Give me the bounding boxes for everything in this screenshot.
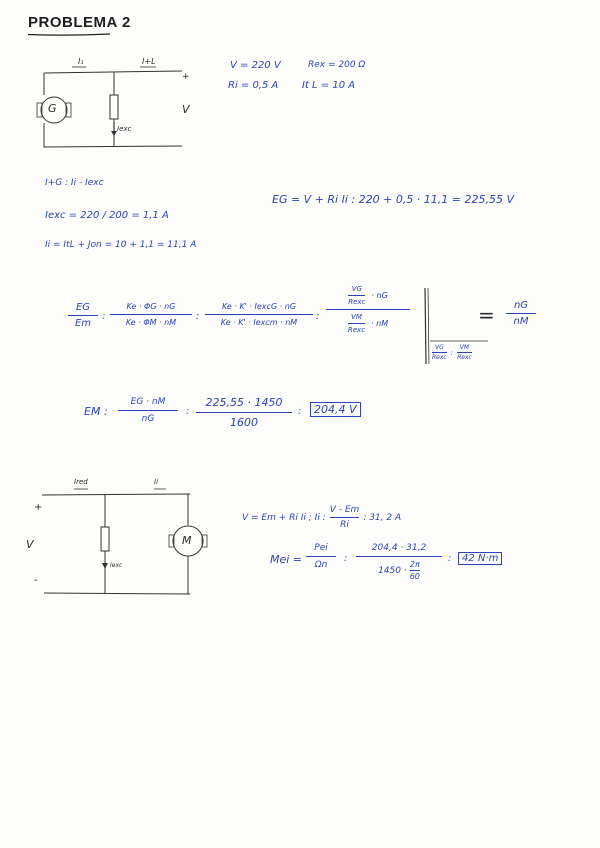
eq-iexc: Iexc = 220 / 200 = 1,1 A — [45, 210, 169, 221]
em-f1-den: nG — [141, 414, 155, 424]
cond-b-top: VM — [459, 344, 470, 351]
em-frac-2 — [196, 396, 292, 429]
current-ired-label: Ired — [74, 478, 88, 486]
given-ri: Ri = 0,5 A — [228, 80, 279, 91]
ratio-f3-num-top: VG — [351, 285, 362, 293]
eq-ii: Ii = ItL + Jon = 10 + 1,1 = 11,1 A — [45, 240, 197, 250]
mei-result: 42 N·m — [458, 552, 502, 565]
motor-eq-v-a: V = Em + Ri Ii ; Ii : — [242, 512, 326, 523]
motor-eq-v-den: Ri — [340, 520, 349, 530]
ratio-frac-2 — [205, 302, 313, 327]
em-lhs: EM : — [84, 405, 108, 418]
mei-eq-3: : — [448, 553, 452, 564]
ratio-f1-num: Ke · ΦG · nG — [126, 302, 176, 311]
motor-circuit-diagram — [30, 485, 200, 605]
ratio-rhs-den: nM — [513, 316, 529, 327]
eq-itg: I+G : Ii - Iexc — [45, 178, 104, 188]
em-f1-num: EG · nM — [130, 397, 166, 407]
current-itl-label: I+L — [142, 57, 156, 66]
ratio-lhs-num: EG — [75, 302, 91, 313]
ratio-frac-1 — [110, 302, 192, 327]
page-title: PROBLEMA 2 — [28, 14, 131, 31]
mei-eq-2: : — [344, 553, 348, 564]
mei-num-1: Pei — [314, 543, 328, 553]
current-ii-label: Ii — [154, 478, 159, 486]
em-eq-3: : — [298, 406, 302, 417]
given-voltage: V = 220 V — [230, 60, 281, 71]
ratio-eq-3: : — [316, 311, 320, 322]
cond-sep: : — [450, 348, 454, 357]
ratio-eq-2: : — [196, 311, 200, 322]
cond-a-top: VG — [434, 344, 444, 351]
minus2-label: - — [34, 575, 38, 586]
condition-expression — [432, 344, 472, 361]
mei-frac-2 — [356, 543, 442, 581]
ratio-f3-num-bot: Rexc — [348, 298, 366, 306]
ratio-rhs-num: nG — [513, 300, 529, 311]
motor-eq-v-res: : 31, 2 A — [363, 512, 402, 523]
ratio-f2-num: Ke · K' · IexcG · nG — [221, 302, 297, 311]
mei-lhs: Mei = — [270, 553, 303, 566]
ratio-frac-3 — [326, 285, 410, 334]
eq-eg: EG = V + Ri Ii : 220 + 0,5 · 11,1 = 225,55 V — [272, 193, 515, 206]
mei-num-2: 204,4 · 31,2 — [371, 543, 427, 553]
em-result: 204,4 V — [310, 402, 361, 417]
cond-b-bot: Rexc — [457, 354, 472, 361]
cond-a-bot: Rexc — [432, 354, 447, 361]
given-rexc: Rex = 200 Ω — [308, 60, 366, 70]
em-f2-den: 1600 — [230, 416, 258, 429]
ratio-f1-den: Ke · ΦM · nM — [125, 318, 177, 327]
em-frac-1 — [118, 397, 178, 424]
ratio-lhs-den: Em — [74, 318, 92, 329]
motor-eq-v — [242, 505, 401, 530]
mei-den-2b-top: 2π — [409, 560, 420, 569]
condition-underline — [430, 340, 490, 343]
voltage-label: V — [182, 103, 190, 116]
mei-frac-1 — [306, 543, 336, 570]
ratio-eq-1: : — [102, 311, 106, 322]
ratio-equals: = — [478, 303, 495, 327]
generator-symbol: G — [48, 102, 57, 115]
ratio-f3-den-mul: · nM — [371, 319, 389, 328]
ratio-f2-den: Ke · K' · Iexcm · nM — [220, 318, 298, 327]
mei-den-2a: 1450 · — [378, 565, 407, 576]
given-itl: It L = 10 A — [302, 80, 356, 91]
title-underline — [28, 33, 112, 37]
em-f2-num: 225,55 · 1450 — [205, 396, 283, 409]
plus-label: + — [182, 72, 190, 82]
ratio-f3-den-bot: Rexc — [347, 326, 366, 334]
motor-symbol: M — [182, 534, 192, 547]
ratio-rhs — [506, 300, 536, 327]
current-iexc2-label: Iexc — [110, 562, 123, 569]
current-iexc-label: Iexc — [117, 125, 132, 133]
ratio-f3-num-mul: · nG — [371, 291, 388, 300]
mei-den-2b-bot: 60 — [409, 572, 420, 581]
em-eq-2: : — [186, 406, 190, 417]
plus2-label: + — [34, 502, 43, 513]
ratio-lhs — [68, 302, 98, 329]
motor-eq-v-num: V - Em — [329, 505, 360, 515]
ratio-f3-den-top: VM — [351, 313, 362, 321]
mei-den-1: Ωn — [314, 560, 328, 570]
voltage2-label: V — [26, 538, 34, 551]
current-i1-label: I₁ — [78, 57, 84, 66]
